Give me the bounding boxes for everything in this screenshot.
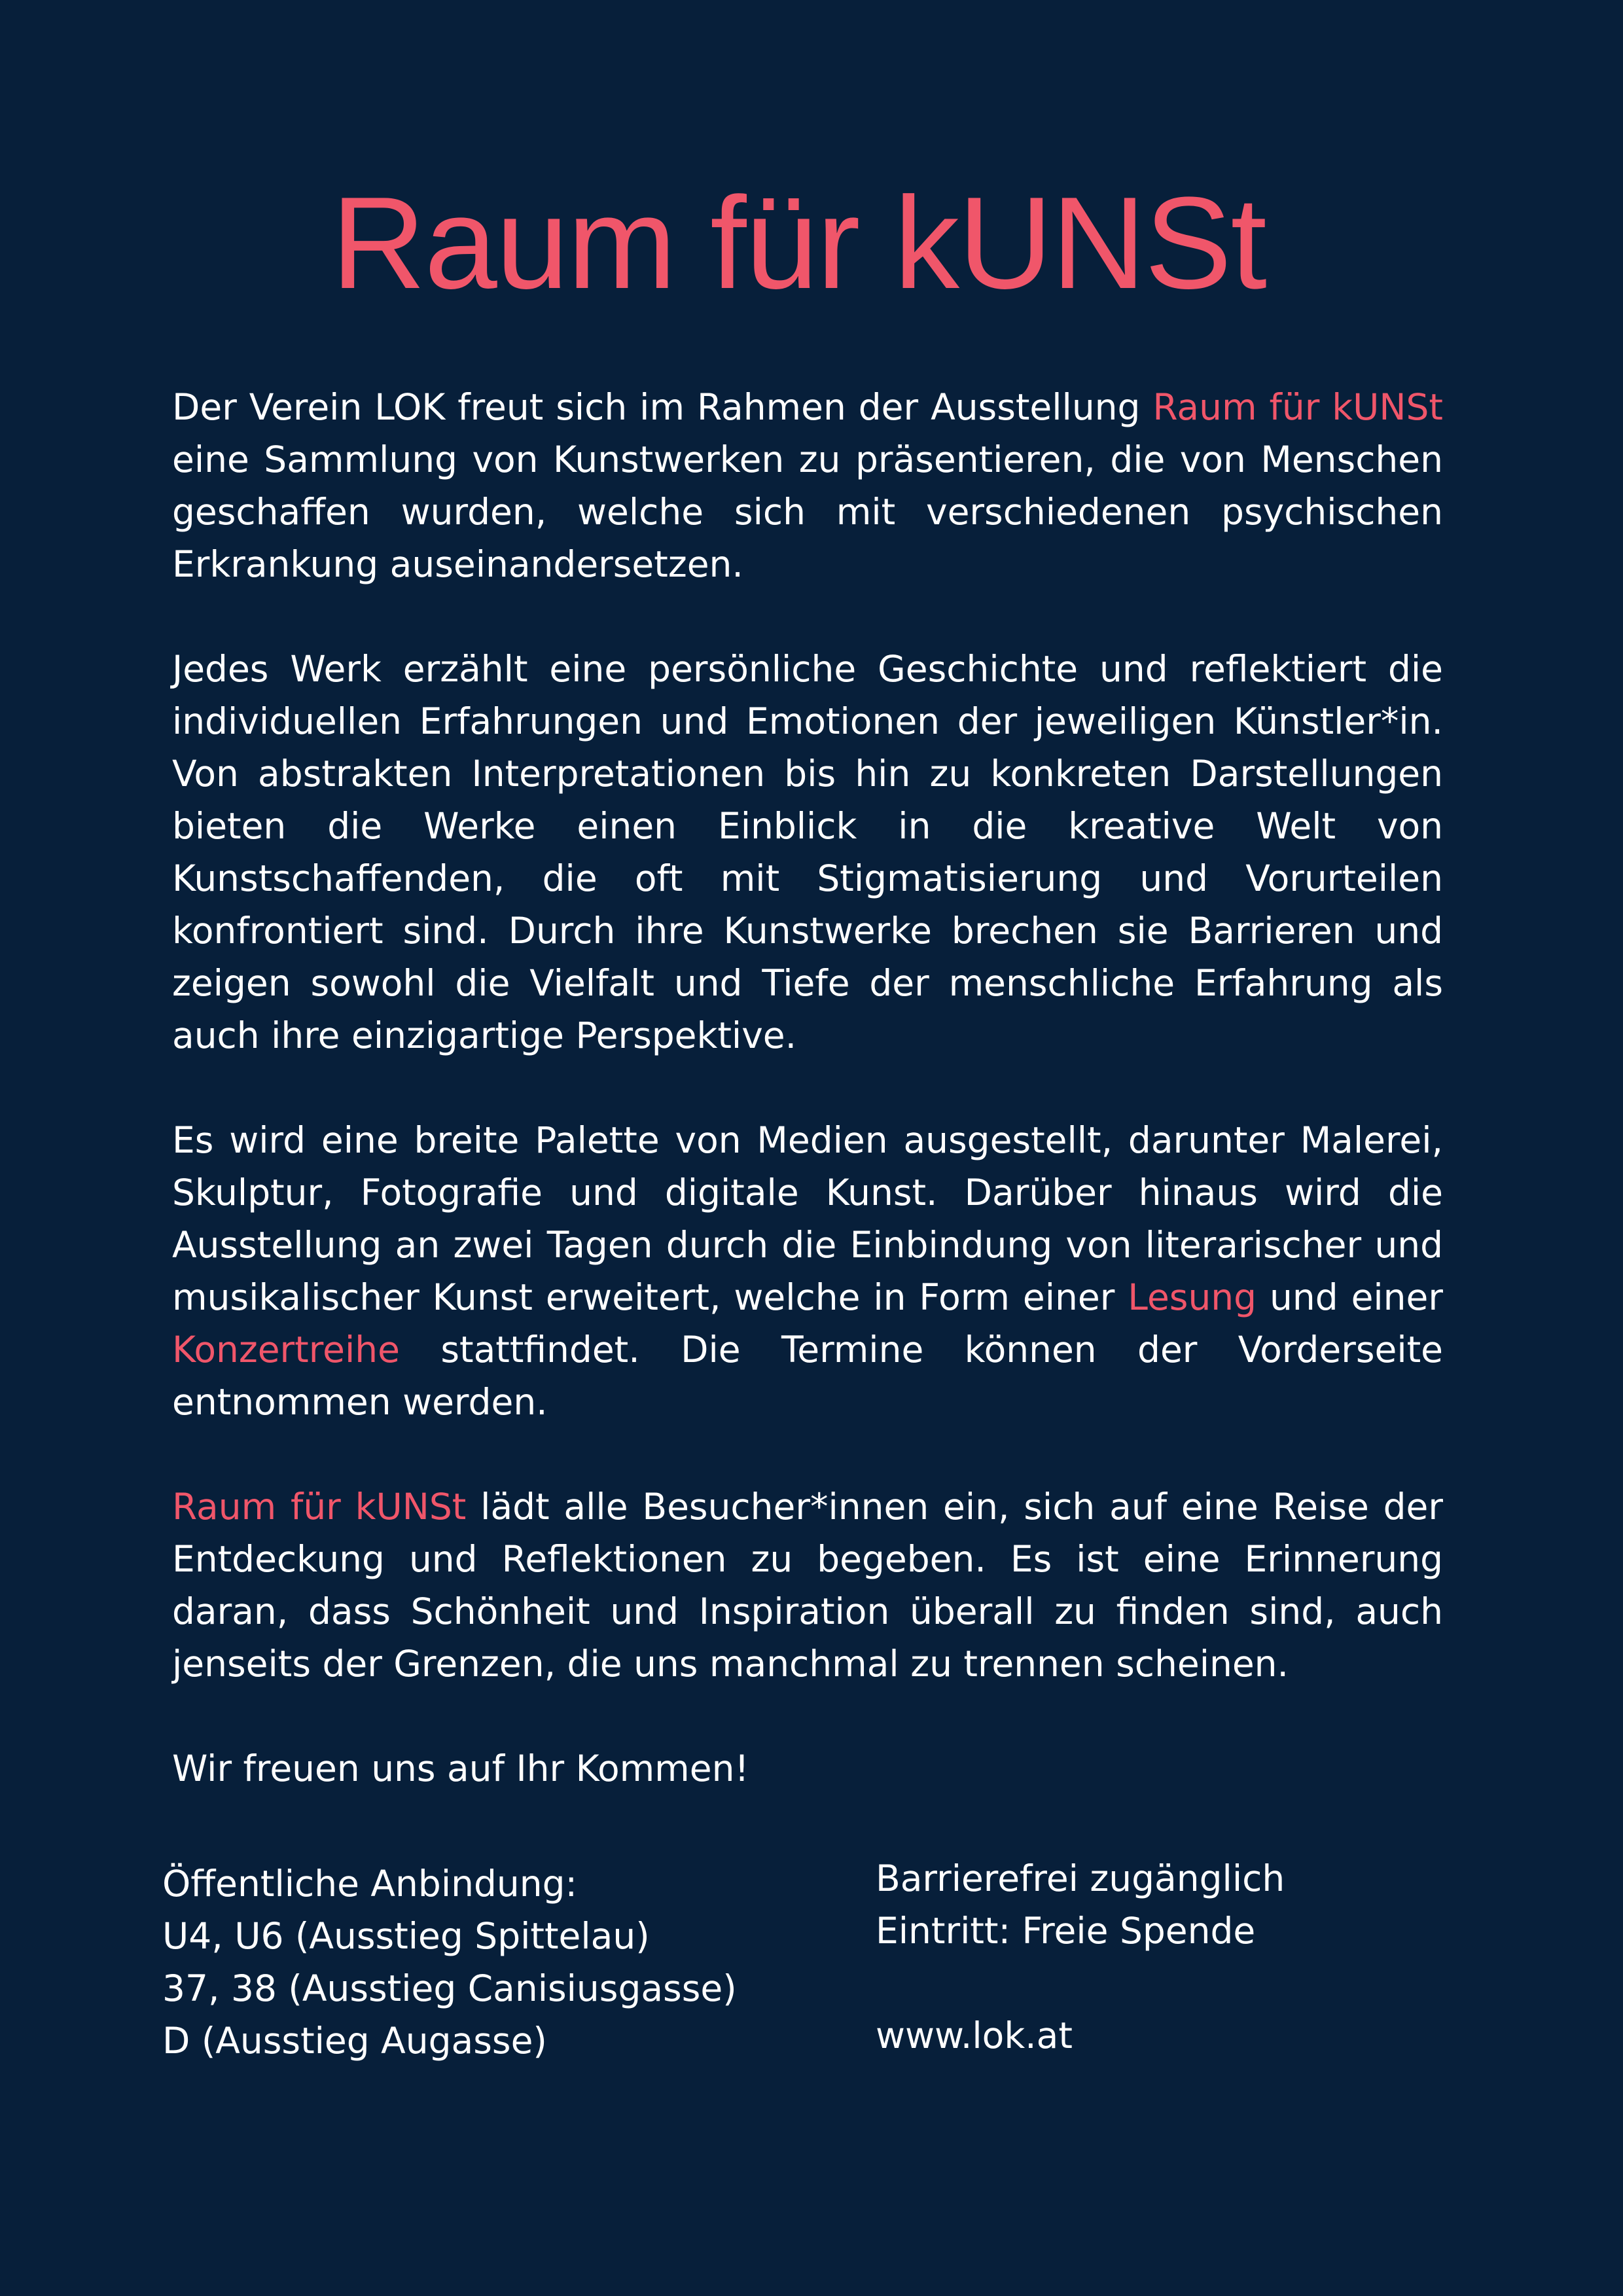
- paragraph-text: lädt alle Besucher*innen ein, sich auf eine Reise der Entdeckung und Reflektionen zu begeben. Es ist eine Erinnerung daran, dass Schönheit und Inspiration überall zu finden sind, auch jenseits der Grenzen, die uns manchmal zu trennen scheinen.: [172, 1486, 1444, 1685]
- paragraph-text: Es wird eine breite Palette von Medien ausgestellt, darunter Malerei, Skulptur, Fotografie und digitale Kunst. Darüber hinaus wird die Ausstellung an zwei Tagen durch die Einbindung von literarischer und musikalischer Kunst erweitert, welche in Form einer: [172, 1119, 1443, 1318]
- paragraph-text: Der Verein LOK freut sich im Rahmen der Ausstellung: [172, 386, 1153, 428]
- website-link[interactable]: www.lok.at: [876, 2015, 1073, 2056]
- transport-line-tram: 37, 38 (Ausstieg Canisiusgasse): [162, 1967, 737, 2009]
- closing-line: Wir freuen uns auf Ihr Kommen!: [172, 1748, 749, 1789]
- paragraph-media: [172, 1114, 1443, 1428]
- visit-info: [876, 1852, 1530, 2062]
- highlight-text: Lesung: [1128, 1276, 1257, 1318]
- highlight-text: Konzertreihe: [172, 1329, 400, 1371]
- accessibility-note: Barrierefrei zugänglich: [876, 1857, 1285, 1899]
- paragraph-invitation: [172, 1480, 1443, 1690]
- transport-line-tram-d: D (Ausstieg Augasse): [162, 2020, 547, 2062]
- paragraph-text: und einer: [1257, 1276, 1443, 1318]
- paragraph-intro: [172, 381, 1443, 590]
- paragraph-works: [172, 643, 1443, 1062]
- paragraph-text: stattfindet. Die Termine können der Vorderseite entnommen werden.: [172, 1329, 1443, 1423]
- highlight-text: Raum für kUNSt: [1152, 386, 1443, 428]
- info-spacer: [876, 1957, 1530, 2009]
- admission-note: Eintritt: Freie Spende: [876, 1910, 1256, 1952]
- paragraph-text: eine Sammlung von Kunstwerken zu präsentieren, die von Menschen geschaffen wurden, welche sich mit verschiedenen psychischen Erkrankung auseinandersetzen.: [172, 439, 1443, 585]
- transport-info: [162, 1857, 817, 2067]
- description-text: [172, 381, 1443, 1795]
- highlight-text: Raum für kUNSt: [172, 1486, 467, 1528]
- transport-line-subway: U4, U6 (Ausstieg Spittelau): [162, 1915, 650, 1957]
- page-title: Raum für kUNSt: [331, 170, 1266, 316]
- paragraph-text: Jedes Werk erzählt eine persönliche Geschichte und reflektiert die individuellen Erfahrungen und Emotionen der jeweiligen Künstler*in. Von abstrakten Interpretationen bis hin zu konkreten Darstellungen bieten die Werke einen Einblick in die kreative Welt von Kunstschaffenden, die oft mit Stigmatisierung und Vorurteilen konfrontiert sind. Durch ihre Kunstwerke brechen sie Barrieren und zeigen sowohl die Vielfalt und Tiefe der menschliche Erfahrung als auch ihre einzigartige Perspektive.: [172, 648, 1443, 1056]
- transport-heading: Öffentliche Anbindung:: [162, 1863, 578, 1905]
